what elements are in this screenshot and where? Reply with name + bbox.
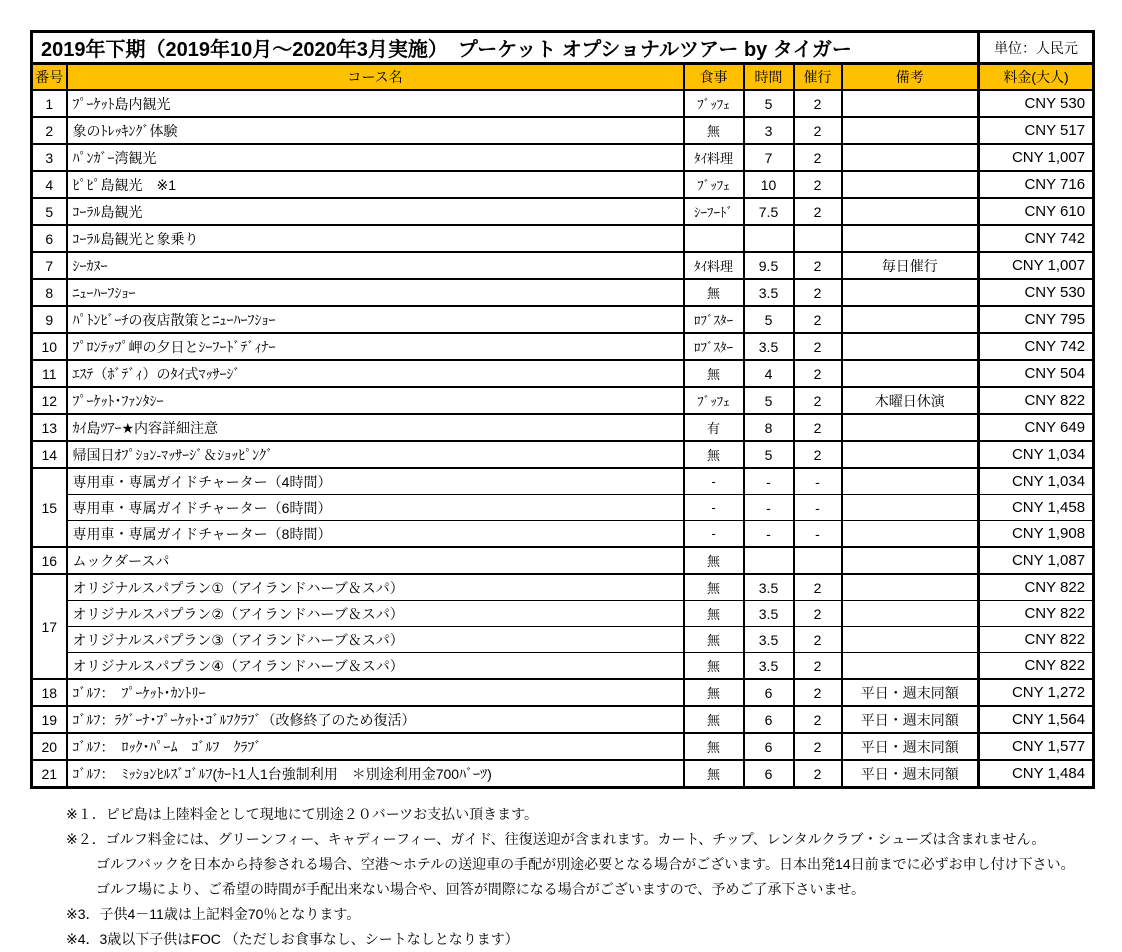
tour-price-table: [30, 30, 1095, 789]
price: CNY 1,564: [979, 706, 1094, 733]
table-row: [32, 441, 1094, 468]
table-row: [32, 117, 1094, 144]
table-row: [32, 760, 1094, 788]
meal: -: [684, 495, 744, 521]
min-pax: 2: [794, 252, 842, 279]
row-number: 10: [32, 333, 67, 360]
table-row: [32, 414, 1094, 441]
table-row: [32, 198, 1094, 225]
row-number: 19: [32, 706, 67, 733]
course-name: ｺﾞﾙﾌ：ﾗｸﾞｰﾅ･ﾌﾟｰｹｯﾄ･ｺﾞﾙﾌｸﾗﾌﾞ（改修終了のため復活）: [67, 706, 684, 733]
meal: 無: [684, 279, 744, 306]
meal: 無: [684, 601, 744, 627]
row-number: 20: [32, 733, 67, 760]
hours: 3.5: [744, 653, 794, 680]
meal: ﾀｲ料理: [684, 252, 744, 279]
hours: 3.5: [744, 574, 794, 601]
remarks: [842, 117, 979, 144]
remarks: [842, 360, 979, 387]
remarks: 平日・週末同額: [842, 760, 979, 788]
row-number: 18: [32, 679, 67, 706]
meal: 無: [684, 653, 744, 680]
row-number: 2: [32, 117, 67, 144]
table-body: [32, 90, 1094, 788]
remarks: [842, 198, 979, 225]
row-number: 14: [32, 441, 67, 468]
meal: 無: [684, 679, 744, 706]
course-name: ﾌﾟﾛﾝﾃｯﾌﾟ岬の夕日とｼｰﾌｰﾄﾞﾃﾞｨﾅｰ: [67, 333, 684, 360]
row-number: 15: [32, 468, 67, 547]
hours: [744, 547, 794, 574]
price: CNY 1,908: [979, 521, 1094, 548]
price: CNY 610: [979, 198, 1094, 225]
price: CNY 795: [979, 306, 1094, 333]
price: CNY 517: [979, 117, 1094, 144]
price: CNY 1,272: [979, 679, 1094, 706]
column-header-hours: 時間: [744, 64, 794, 91]
column-header-number: 番号: [32, 64, 67, 91]
price: CNY 1,034: [979, 468, 1094, 495]
meal: 無: [684, 574, 744, 601]
meal: ﾛﾌﾞｽﾀｰ: [684, 306, 744, 333]
min-pax: 2: [794, 760, 842, 788]
remarks: [842, 547, 979, 574]
hours: -: [744, 495, 794, 521]
hours: 5: [744, 90, 794, 117]
hours: 5: [744, 441, 794, 468]
table-row: [32, 360, 1094, 387]
course-name: オリジナルスパプラン④（アイランドハーブ＆スパ）: [67, 653, 684, 680]
course-name: ﾆｭｰﾊｰﾌｼｮｰ: [67, 279, 684, 306]
price: CNY 822: [979, 574, 1094, 601]
table-row: [32, 171, 1094, 198]
meal: -: [684, 521, 744, 548]
course-name: オリジナルスパプラン①（アイランドハーブ＆スパ）: [67, 574, 684, 601]
table-row: [32, 495, 1094, 521]
meal: 無: [684, 733, 744, 760]
column-header-price: 料金(大人): [979, 64, 1094, 91]
course-name: ｺﾞﾙﾌ： ﾐｯｼｮﾝﾋﾙｽﾞｺﾞﾙﾌ(ｶｰﾄ1人1台強制利用 ＊別途利用金700ﾊﾞｰﾂ): [67, 760, 684, 788]
table-row: [32, 574, 1094, 601]
course-name: ｶｲ島ﾂｱｰ★内容詳細注意: [67, 414, 684, 441]
currency-unit-label: 単位：人民元: [979, 32, 1094, 64]
table-row: [32, 627, 1094, 653]
min-pax: 2: [794, 144, 842, 171]
hours: 6: [744, 733, 794, 760]
price: CNY 1,577: [979, 733, 1094, 760]
table-row: [32, 679, 1094, 706]
table-row: [32, 387, 1094, 414]
course-name: オリジナルスパプラン②（アイランドハーブ＆スパ）: [67, 601, 684, 627]
meal: 有: [684, 414, 744, 441]
meal: ﾀｲ料理: [684, 144, 744, 171]
course-name: 象のﾄﾚｯｷﾝｸﾞ体験: [67, 117, 684, 144]
hours: 6: [744, 706, 794, 733]
meal: ﾌﾞｯﾌｪ: [684, 90, 744, 117]
min-pax: 2: [794, 360, 842, 387]
min-pax: 2: [794, 441, 842, 468]
footnote-line: ゴルフ場により、ご希望の時間が手配出来ない場合や、回答が間際になる場合がございますので、予めご了承下さいませ。: [96, 881, 866, 897]
meal: ｼｰﾌｰﾄﾞ: [684, 198, 744, 225]
table-row: [32, 706, 1094, 733]
table-row: [32, 279, 1094, 306]
hours: 6: [744, 679, 794, 706]
min-pax: 2: [794, 706, 842, 733]
column-header-row: [32, 64, 1094, 91]
hours: 10: [744, 171, 794, 198]
min-pax: 2: [794, 279, 842, 306]
price: CNY 822: [979, 627, 1094, 653]
min-pax: [794, 225, 842, 252]
meal: 無: [684, 117, 744, 144]
table-row: [32, 90, 1094, 117]
remarks: [842, 653, 979, 680]
min-pax: 2: [794, 387, 842, 414]
remarks: [842, 279, 979, 306]
course-name: ﾊﾟﾝｶﾞｰ湾観光: [67, 144, 684, 171]
hours: -: [744, 521, 794, 548]
remarks: 平日・週末同額: [842, 733, 979, 760]
row-number: 7: [32, 252, 67, 279]
remarks: 平日・週末同額: [842, 679, 979, 706]
row-number: 13: [32, 414, 67, 441]
price: CNY 742: [979, 333, 1094, 360]
min-pax: 2: [794, 306, 842, 333]
min-pax: 2: [794, 333, 842, 360]
course-name: 専用車・専属ガイドチャーター（6時間）: [67, 495, 684, 521]
meal: 無: [684, 360, 744, 387]
min-pax: 2: [794, 627, 842, 653]
hours: 6: [744, 760, 794, 788]
course-name: ｴｽﾃ（ﾎﾞﾃﾞｨ）のﾀｲ式ﾏｯｻｰｼﾞ: [67, 360, 684, 387]
row-number: 1: [32, 90, 67, 117]
price: CNY 822: [979, 387, 1094, 414]
min-pax: 2: [794, 414, 842, 441]
meal: -: [684, 468, 744, 495]
hours: -: [744, 468, 794, 495]
meal: 無: [684, 441, 744, 468]
hours: 7: [744, 144, 794, 171]
min-pax: -: [794, 521, 842, 548]
meal: [684, 225, 744, 252]
column-header-remarks: 備考: [842, 64, 979, 91]
min-pax: 2: [794, 90, 842, 117]
price: CNY 1,007: [979, 252, 1094, 279]
hours: 4: [744, 360, 794, 387]
course-name: ｺｰﾗﾙ島観光: [67, 198, 684, 225]
hours: 8: [744, 414, 794, 441]
min-pax: 2: [794, 171, 842, 198]
table-row: [32, 468, 1094, 495]
row-number: 16: [32, 547, 67, 574]
table-row: [32, 733, 1094, 760]
remarks: [842, 306, 979, 333]
meal: ﾌﾞｯﾌｪ: [684, 387, 744, 414]
row-number: 21: [32, 760, 67, 788]
table-row: [32, 306, 1094, 333]
course-name: ｺｰﾗﾙ島観光と象乗り: [67, 225, 684, 252]
min-pax: 2: [794, 574, 842, 601]
column-header-course: コース名: [67, 64, 684, 91]
min-pax: [794, 547, 842, 574]
price: CNY 822: [979, 601, 1094, 627]
row-number: 17: [32, 574, 67, 679]
hours: 3: [744, 117, 794, 144]
price: CNY 1,484: [979, 760, 1094, 788]
course-name: ｼｰｶﾇｰ: [67, 252, 684, 279]
course-name: オリジナルスパプラン③（アイランドハーブ＆スパ）: [67, 627, 684, 653]
table-row: [32, 333, 1094, 360]
min-pax: 2: [794, 601, 842, 627]
remarks: [842, 90, 979, 117]
footnote-line: ※3．子供4－11歳は上記料金70％となります。: [66, 906, 361, 922]
row-number: 12: [32, 387, 67, 414]
hours: 7.5: [744, 198, 794, 225]
price: CNY 649: [979, 414, 1094, 441]
remarks: [842, 521, 979, 548]
table-row: [32, 144, 1094, 171]
min-pax: 2: [794, 733, 842, 760]
table-row: [32, 521, 1094, 548]
min-pax: 2: [794, 679, 842, 706]
remarks: [842, 225, 979, 252]
column-header-minpax: 催行: [794, 64, 842, 91]
row-number: 9: [32, 306, 67, 333]
row-number: 11: [32, 360, 67, 387]
course-name: ムックダースパ: [67, 547, 684, 574]
remarks: 平日・週末同額: [842, 706, 979, 733]
price: CNY 1,087: [979, 547, 1094, 574]
meal: 無: [684, 627, 744, 653]
remarks: [842, 468, 979, 495]
table-row: [32, 653, 1094, 680]
table-row: [32, 225, 1094, 252]
hours: [744, 225, 794, 252]
remarks: [842, 495, 979, 521]
title-row: [32, 32, 1094, 64]
table-row: [32, 547, 1094, 574]
min-pax: 2: [794, 198, 842, 225]
footnotes: [66, 802, 1122, 952]
course-name: 専用車・専属ガイドチャーター（8時間）: [67, 521, 684, 548]
table-row: [32, 601, 1094, 627]
remarks: [842, 171, 979, 198]
course-name: ﾌﾟｰｹｯﾄ･ﾌｧﾝﾀｼｰ: [67, 387, 684, 414]
meal: ﾌﾞｯﾌｪ: [684, 171, 744, 198]
min-pax: -: [794, 468, 842, 495]
row-number: 6: [32, 225, 67, 252]
min-pax: 2: [794, 653, 842, 680]
price: CNY 530: [979, 90, 1094, 117]
remarks: 毎日催行: [842, 252, 979, 279]
hours: 5: [744, 387, 794, 414]
remarks: [842, 144, 979, 171]
price: CNY 504: [979, 360, 1094, 387]
footnote-line: ※１．ピピ島は上陸料金として現地にて別途２０バーツお支払い頂きます。: [66, 806, 539, 822]
footnote-line: ゴルフバックを日本から持参される場合、空港～ホテルの送迎車の手配が別途必要となる場合がございます。日本出発14日前までに必ずお申し付け下さい。: [96, 856, 1075, 872]
column-header-meal: 食事: [684, 64, 744, 91]
row-number: 5: [32, 198, 67, 225]
row-number: 8: [32, 279, 67, 306]
table-row: [32, 252, 1094, 279]
remarks: [842, 441, 979, 468]
footnote-line: ※２．ゴルフ料金には、グリーンフィー、キャディーフィー、ガイド、往復送迎が含まれます。カート、チップ、レンタルクラブ・シューズは含まれません。: [66, 831, 1046, 847]
price: CNY 822: [979, 653, 1094, 680]
course-name: 帰国日ｵﾌﾟｼｮﾝ-ﾏｯｻｰｼﾞ＆ｼｮｯﾋﾟﾝｸﾞ: [67, 441, 684, 468]
course-name: ﾌﾟｰｹｯﾄ島内観光: [67, 90, 684, 117]
price: CNY 1,034: [979, 441, 1094, 468]
meal: 無: [684, 547, 744, 574]
remarks: [842, 574, 979, 601]
course-name: ｺﾞﾙﾌ： ﾛｯｸ･ﾊﾟｰﾑ ｺﾞﾙﾌ ｸﾗﾌﾞ: [67, 733, 684, 760]
remarks: 木曜日休演: [842, 387, 979, 414]
remarks: [842, 601, 979, 627]
row-number: 4: [32, 171, 67, 198]
hours: 5: [744, 306, 794, 333]
hours: 3.5: [744, 279, 794, 306]
price: CNY 1,458: [979, 495, 1094, 521]
remarks: [842, 333, 979, 360]
footnote-line: ※4．3歳以下子供はFOC （ただしお食事なし、シートなしとなります）: [66, 931, 519, 947]
price: CNY 742: [979, 225, 1094, 252]
remarks: [842, 627, 979, 653]
row-number: 3: [32, 144, 67, 171]
meal: 無: [684, 706, 744, 733]
meal: 無: [684, 760, 744, 788]
hours: 3.5: [744, 627, 794, 653]
hours: 9.5: [744, 252, 794, 279]
meal: ﾛﾌﾞｽﾀｰ: [684, 333, 744, 360]
course-name: ﾋﾟﾋﾟ島観光 ※1: [67, 171, 684, 198]
course-name: 専用車・専属ガイドチャーター（4時間）: [67, 468, 684, 495]
hours: 3.5: [744, 601, 794, 627]
price: CNY 716: [979, 171, 1094, 198]
page-title: 2019年下期（2019年10月～2020年3月実施） プーケット オプショナルツアー by タイガー: [41, 39, 852, 61]
course-name: ｺﾞﾙﾌ： ﾌﾟｰｹｯﾄ･ｶﾝﾄﾘｰ: [67, 679, 684, 706]
hours: 3.5: [744, 333, 794, 360]
course-name: ﾊﾟﾄﾝﾋﾞｰﾁの夜店散策とﾆｭｰﾊｰﾌｼｮｰ: [67, 306, 684, 333]
min-pax: 2: [794, 117, 842, 144]
price: CNY 1,007: [979, 144, 1094, 171]
price: CNY 530: [979, 279, 1094, 306]
remarks: [842, 414, 979, 441]
min-pax: -: [794, 495, 842, 521]
